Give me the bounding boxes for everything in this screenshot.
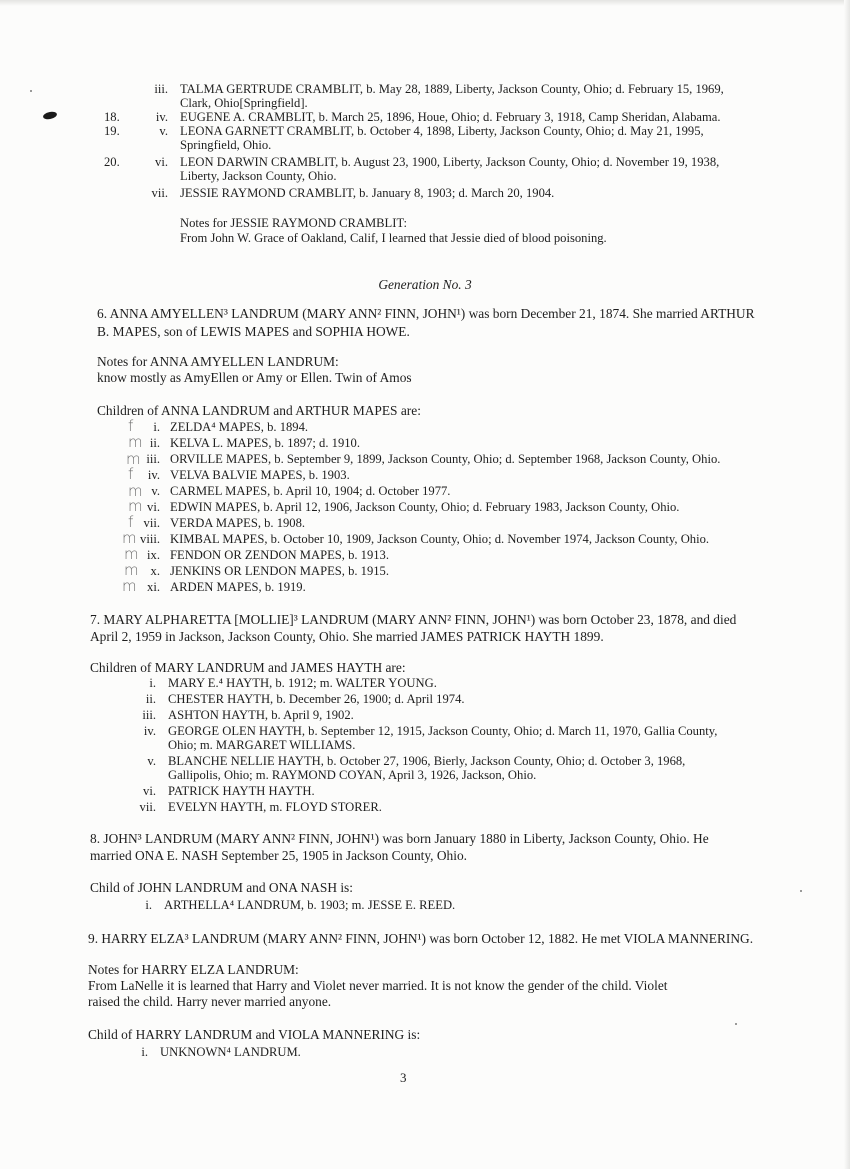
speck — [30, 90, 32, 92]
children-title: Child of JOHN LANDRUM and ONA NASH is: — [90, 880, 353, 895]
entry-line: Clark, Ohio[Springfield]. — [180, 96, 308, 110]
handwritten-mark: m — [126, 450, 141, 468]
notes-title: Notes for ANNA AMYELLEN LANDRUM: — [97, 354, 339, 369]
entry-7-line: 7. MARY ALPHARETTA [MOLLIE]³ LANDRUM (MARY ANN² FINN, JOHN¹) was born October 23, 1878, and died — [90, 612, 737, 627]
child-line: ASHTON HAYTH, b. April 9, 1902. — [168, 708, 354, 722]
child-line: GEORGE OLEN HAYTH, b. September 12, 1915, Jackson County, Ohio; d. March 11, 1970, Gallia County, — [168, 724, 718, 738]
ink-blot — [42, 111, 57, 121]
entry-6-line: B. MAPES, son of LEWIS MAPES and SOPHIA HOWE. — [97, 324, 410, 339]
child-line: KIMBAL MAPES, b. October 10, 1909, Jackson County, Ohio; d. November 1974, Jackson County, Ohio. — [170, 532, 710, 546]
child-line: PATRICK HAYTH HAYTH. — [168, 784, 315, 798]
ordinal: i. — [153, 420, 160, 434]
entry-9-line: 9. HARRY ELZA³ LANDRUM (MARY ANN² FINN, JOHN¹) was born October 12, 1882. He met VIOLA MANNERING. — [88, 931, 754, 946]
ordinal: v. — [147, 754, 156, 768]
child-line: VERDA MAPES, b. 1908. — [170, 516, 306, 530]
handwritten-mark: f — [128, 417, 134, 435]
entry-number: 19. — [104, 124, 120, 138]
child-line: ZELDA⁴ MAPES, b. 1894. — [170, 420, 309, 434]
entry-6-line: 6. ANNA AMYELLEN³ LANDRUM (MARY ANN² FINN, JOHN¹) was born December 21, 1874. She married ARTHUR — [97, 306, 755, 321]
child-line: BLANCHE NELLIE HAYTH, b. October 27, 1906, Bierly, Jackson County, Ohio; d. October 3, 1968, — [168, 754, 686, 768]
child-line: UNKNOWN⁴ LANDRUM. — [160, 1045, 301, 1059]
ordinal: iii. — [146, 452, 160, 466]
handwritten-mark: m — [122, 577, 137, 595]
entry-number: 18. — [104, 110, 120, 124]
entry-line: TALMA GERTRUDE CRAMBLIT, b. May 28, 1889, Liberty, Jackson County, Ohio; d. February 15, 1969, — [180, 82, 724, 96]
handwritten-mark: m — [128, 497, 143, 515]
child-line: FENDON OR ZENDON MAPES, b. 1913. — [170, 548, 390, 562]
page-number: 3 — [400, 1070, 407, 1085]
ordinal: x. — [150, 564, 160, 578]
notes-text: From John W. Grace of Oakland, Calif, I learned that Jessie died of blood poisoning. — [180, 231, 607, 245]
handwritten-mark: f — [128, 465, 134, 483]
entry-line: Springfield, Ohio. — [180, 138, 272, 152]
notes-text: know mostly as AmyEllen or Amy or Ellen. Twin of Amos — [97, 370, 412, 385]
scan-top-edge — [0, 0, 850, 6]
child-line: JENKINS OR LENDON MAPES, b. 1915. — [170, 564, 390, 578]
ordinal: i. — [149, 676, 156, 690]
entry-8-line: married ONA E. NASH September 25, 1905 in Jackson County, Ohio. — [90, 848, 468, 863]
notes-title: Notes for JESSIE RAYMOND CRAMBLIT: — [180, 216, 408, 230]
speck — [735, 1023, 737, 1025]
speck — [800, 890, 802, 892]
ordinal: vii. — [143, 516, 160, 530]
entry-line: EUGENE A. CRAMBLIT, b. March 25, 1896, Houe, Ohio; d. February 3, 1918, Camp Sheridan, Alabama. — [180, 110, 721, 124]
handwritten-mark: m — [122, 529, 137, 547]
handwritten-mark: m — [124, 545, 139, 563]
ordinal: ix. — [147, 548, 160, 562]
ordinal: vii. — [139, 800, 156, 814]
ordinal: iii. — [154, 82, 168, 96]
child-line: VELVA BALVIE MAPES, b. 1903. — [170, 468, 350, 482]
handwritten-mark: m — [128, 482, 143, 500]
ordinal: iv. — [147, 468, 160, 482]
child-line: EVELYN HAYTH, m. FLOYD STORER. — [168, 800, 382, 814]
child-line: MARY E.⁴ HAYTH, b. 1912; m. WALTER YOUNG. — [168, 676, 437, 690]
handwritten-mark: f — [128, 513, 134, 531]
notes-text: From LaNelle it is learned that Harry and Violet never married. It is not know the gender of the child. Violet — [88, 978, 668, 993]
generation-heading: Generation No. 3 — [378, 277, 472, 292]
ordinal: xi. — [147, 580, 160, 594]
ordinal: iv. — [155, 110, 168, 124]
ordinal: ii. — [145, 692, 156, 706]
children-title: Children of MARY LANDRUM and JAMES HAYTH are: — [90, 660, 406, 675]
ordinal: iii. — [142, 708, 156, 722]
entry-7-line: April 2, 1959 in Jackson, Jackson County, Ohio. She married JAMES PATRICK HAYTH 1899. — [90, 629, 604, 644]
scan-right-edge — [844, 0, 850, 1169]
ordinal: v. — [159, 124, 168, 138]
ordinal: vii. — [151, 186, 168, 200]
ordinal: vi. — [143, 784, 156, 798]
child-line: Gallipolis, Ohio; m. RAYMOND COYAN, April 3, 1926, Jackson, Ohio. — [168, 768, 537, 782]
entry-number: 20. — [104, 155, 120, 169]
notes-title: Notes for HARRY ELZA LANDRUM: — [88, 962, 299, 977]
child-line: ARDEN MAPES, b. 1919. — [170, 580, 306, 594]
child-line: ORVILLE MAPES, b. September 9, 1899, Jackson County, Ohio; d. September 1968, Jackson County, Ohio. — [170, 452, 721, 466]
entry-line: LEONA GARNETT CRAMBLIT, b. October 4, 1898, Liberty, Jackson County, Ohio; d. May 21, 1995, — [180, 124, 704, 138]
ordinal: i. — [145, 898, 152, 912]
ordinal: i. — [141, 1045, 148, 1059]
ordinal: vi. — [147, 500, 160, 514]
handwritten-mark: m — [124, 561, 139, 579]
entry-line: Liberty, Jackson County, Ohio. — [180, 169, 337, 183]
child-line: ARTHELLA⁴ LANDRUM, b. 1903; m. JESSE E. REED. — [164, 898, 456, 912]
ordinal: vi. — [155, 155, 168, 169]
entry-8-line: 8. JOHN³ LANDRUM (MARY ANN² FINN, JOHN¹) was born January 1880 in Liberty, Jackson County, Ohio. He — [90, 831, 709, 846]
children-title: Children of ANNA LANDRUM and ARTHUR MAPES are: — [97, 403, 421, 418]
child-line: CARMEL MAPES, b. April 10, 1904; d. October 1977. — [170, 484, 451, 498]
child-line: Ohio; m. MARGARET WILLIAMS. — [168, 738, 356, 752]
ordinal: ii. — [149, 436, 160, 450]
ordinal: v. — [151, 484, 160, 498]
entry-line: LEON DARWIN CRAMBLIT, b. August 23, 1900, Liberty, Jackson County, Ohio; d. November 19, 1938, — [180, 155, 720, 169]
handwritten-mark: m — [128, 433, 143, 451]
children-title: Child of HARRY LANDRUM and VIOLA MANNERING is: — [88, 1027, 421, 1042]
ordinal: iv. — [143, 724, 156, 738]
child-line: CHESTER HAYTH, b. December 26, 1900; d. April 1974. — [168, 692, 465, 706]
entry-line: JESSIE RAYMOND CRAMBLIT, b. January 8, 1903; d. March 20, 1904. — [180, 186, 555, 200]
notes-text: raised the child. Harry never married anyone. — [88, 994, 332, 1009]
ordinal: viii. — [140, 532, 160, 546]
child-line: KELVA L. MAPES, b. 1897; d. 1910. — [170, 436, 360, 450]
child-line: EDWIN MAPES, b. April 12, 1906, Jackson County, Ohio; d. February 1983, Jackson County, Ohio. — [170, 500, 680, 514]
